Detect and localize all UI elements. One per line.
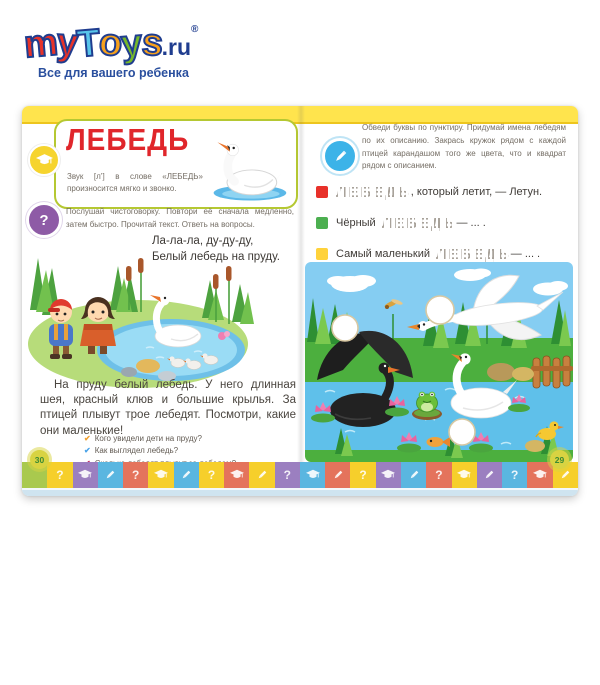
question-icon: ?	[435, 468, 443, 482]
pencil-icon	[255, 469, 269, 481]
footer-icon-strip	[22, 462, 578, 488]
pencil-icon	[331, 469, 345, 481]
title-box	[54, 119, 298, 209]
pencil-icon	[179, 469, 193, 481]
mytoys-logo	[22, 21, 234, 80]
book-spread	[22, 106, 578, 496]
pencil-icon	[482, 469, 496, 481]
naming-suffix: — ... .	[510, 248, 541, 260]
cap-icon	[381, 469, 395, 481]
question-icon: ?	[132, 468, 140, 482]
mytoys-tagline: Все для вашего ребенка	[38, 66, 189, 80]
question-text: Как выглядел лебедь?	[94, 446, 179, 456]
footer-strip-square	[73, 462, 98, 488]
cap-icon	[306, 469, 320, 481]
registered-mark: ®	[191, 24, 199, 35]
mytoys-logo-text	[22, 21, 234, 67]
check-icon: ✔	[84, 446, 91, 456]
graduation-cap-icon	[36, 154, 53, 167]
writing-badge	[322, 138, 358, 174]
kids-pond-illustration	[26, 240, 258, 390]
logo-letter: y	[119, 22, 144, 66]
footer-strip-square	[502, 462, 527, 488]
naming-line	[316, 213, 570, 233]
footer-strip-square	[249, 462, 274, 488]
page-gutter	[297, 106, 305, 496]
footer-strip-square	[452, 462, 477, 488]
logo-letter: s	[140, 21, 164, 65]
question-icon: ?	[56, 468, 64, 482]
footer-strip-square	[325, 462, 350, 488]
question-icon: ?	[39, 211, 49, 229]
footer-strip-square	[300, 462, 325, 488]
left-task-instruction: Послушай чистоговорку. Повтори её сначала медленно, затем быстро. Прочитай текст. Ответь на вопросы.	[66, 207, 294, 229]
footer-strip-square	[148, 462, 173, 488]
question-item	[84, 445, 294, 457]
footer-strip-square	[224, 462, 249, 488]
footer-strip-square	[275, 462, 300, 488]
naming-suffix: , который летит, — Летун.	[410, 186, 543, 198]
school-badge	[28, 144, 60, 176]
question-item	[84, 433, 294, 445]
footer-strip-square	[174, 462, 199, 488]
footer-strip-square	[426, 462, 451, 488]
check-icon: ✔	[84, 434, 91, 443]
mytoys-logo-ru: .ru	[161, 34, 192, 60]
footer-strip-square	[98, 462, 123, 488]
footer-strip-square	[350, 462, 375, 488]
footer-strip-square	[199, 462, 224, 488]
naming-line	[316, 182, 570, 202]
trace-word: ЛЕБЕДЬ	[336, 183, 411, 201]
logo-letter: y	[55, 21, 79, 65]
right-task-instruction: Обведи буквы по пунктиру. Придумай имена лебедям по их описанию. Закрась кружок рядом с каждой птицей карандашом того же цвета, что и квадрат рядом с описанием.	[362, 123, 566, 171]
pencil-icon	[407, 469, 421, 481]
sound-note: Звук [л’] в слове «ЛЕБЕДЬ» произносится мягко и звонко.	[67, 172, 203, 194]
color-square	[316, 248, 328, 260]
footer-strip-square	[401, 462, 426, 488]
cap-icon	[533, 469, 547, 481]
color-square	[316, 217, 328, 229]
footer-strip-square	[376, 462, 401, 488]
book-page-left	[22, 106, 300, 496]
footer-strip-square	[527, 462, 552, 488]
question-icon: ?	[207, 468, 216, 482]
naming-suffix: — ... .	[456, 217, 486, 229]
naming-prefix: Самый маленький	[336, 248, 430, 260]
pencil-icon	[558, 469, 572, 481]
story-paragraph: На пруду белый лебедь. У него длинная шея, красный клюв и большие крылья. За птицей плывут трое лебедят. Посмотри, какие они маленькие!	[40, 379, 296, 437]
color-square	[316, 186, 328, 198]
cap-icon	[78, 469, 92, 481]
question-text: Кого увидели дети на пруду?	[94, 434, 202, 443]
naming-line	[316, 244, 570, 264]
pencil-icon	[103, 469, 117, 481]
pond-scene-illustration	[305, 262, 573, 462]
swan-illustration	[206, 135, 292, 203]
footer-strip-square	[477, 462, 502, 488]
logo-letter: o	[97, 21, 123, 65]
page-number-right: 29	[550, 450, 569, 469]
question-badge	[26, 202, 62, 238]
book-bottom-edge	[22, 488, 578, 496]
lesson-title: ЛЕБЕДЬ	[66, 123, 190, 157]
footer-strip-square	[123, 462, 148, 488]
rhyme-line-2: Белый лебедь на пруду.	[152, 250, 280, 263]
book-page-right	[300, 106, 578, 496]
logo-letter: m	[22, 21, 59, 67]
footer-strip-square	[47, 462, 72, 488]
naming-prefix: Чёрный	[336, 217, 376, 229]
cap-icon	[230, 469, 244, 481]
cap-icon	[457, 469, 471, 481]
question-icon: ?	[359, 468, 367, 482]
page-number-left: 30	[30, 450, 49, 469]
question-icon: ?	[283, 468, 291, 482]
trace-word: ЛЕБЕДЬ	[381, 214, 457, 232]
mytoys-logo-letters	[22, 21, 164, 67]
trace-word: ЛЕБЕДЬ	[435, 245, 511, 263]
pencil-icon	[333, 149, 348, 164]
question-icon: ?	[511, 468, 519, 482]
cap-icon	[154, 469, 168, 481]
logo-letter: T	[75, 22, 102, 66]
rhyme-line-1: Ла-ла-ла, ду-ду-ду,	[152, 235, 254, 247]
